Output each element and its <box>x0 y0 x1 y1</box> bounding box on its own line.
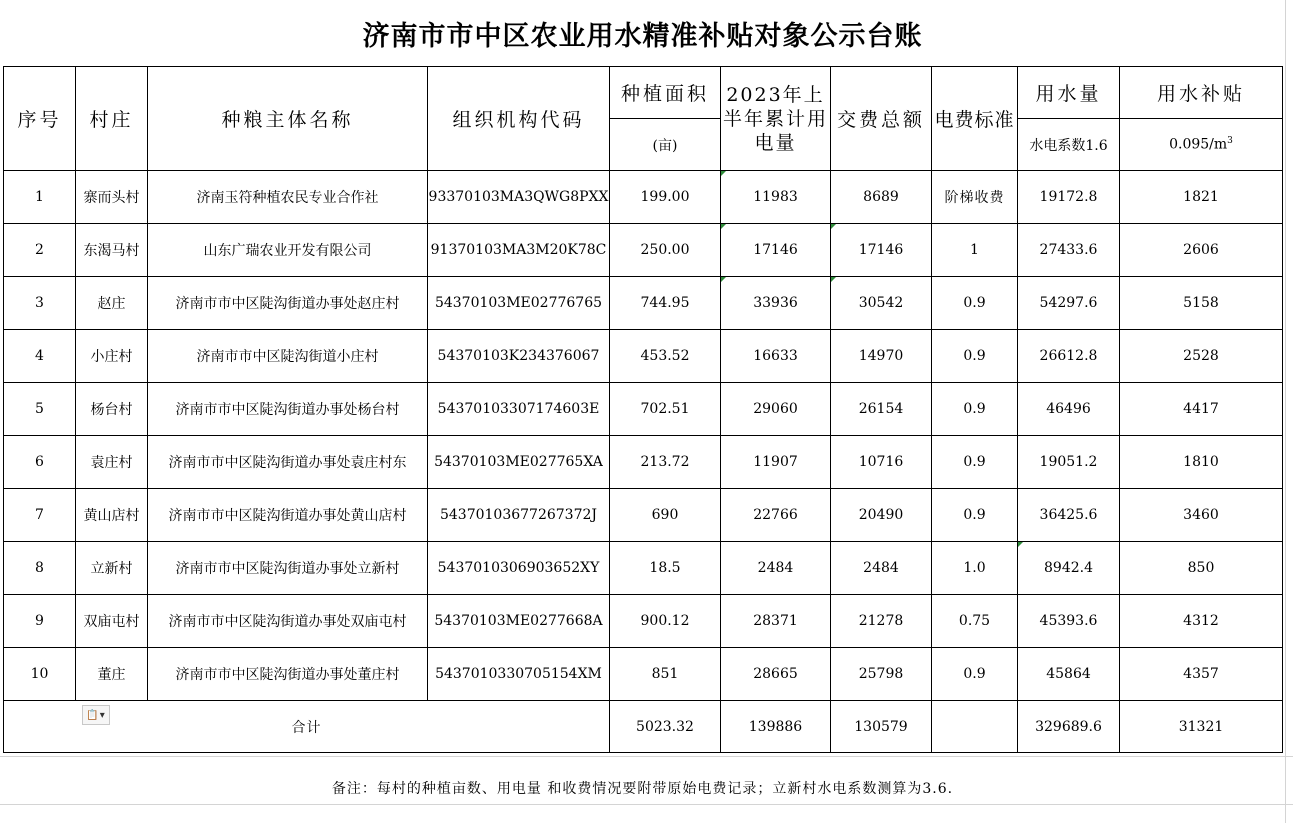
cell-fee-total[interactable] <box>831 542 932 595</box>
header-subsidy-rate[interactable] <box>1120 119 1283 171</box>
header-power[interactable]: 2023年上半年累计用电量 <box>721 67 831 171</box>
subsidy-rate-sup: 3 <box>1227 136 1233 147</box>
cell-fee-total-text: 21278 <box>858 613 904 629</box>
table-row <box>4 542 1283 595</box>
total-area[interactable]: 5023.32 <box>610 701 721 753</box>
cell-fee-std[interactable] <box>932 595 1018 648</box>
cell-water-text: 19051.2 <box>1039 454 1098 470</box>
cell-area-text: 900.12 <box>640 613 690 629</box>
cell-fee-total[interactable] <box>831 489 932 542</box>
cell-org-code-text: 54370103ME027765XA <box>434 454 603 470</box>
cell-fee-total[interactable] <box>831 383 932 436</box>
table-row <box>4 171 1283 224</box>
cell-subsidy[interactable] <box>1120 224 1283 277</box>
cell-area-text: 199.00 <box>640 189 690 205</box>
cell-fee-std[interactable] <box>932 436 1018 489</box>
cell-fee-std-text: 1 <box>970 242 979 258</box>
cell-water-text: 27433.6 <box>1039 242 1098 258</box>
header-area-unit[interactable]: (亩) <box>610 119 721 171</box>
cell-entity-text: 济南市市中区陡沟街道办事处赵庄村 <box>175 296 400 312</box>
total-label: 合计 <box>291 719 322 736</box>
header-seq[interactable]: 序号 <box>4 67 76 171</box>
cell-water[interactable] <box>1018 595 1120 648</box>
cell-seq[interactable] <box>4 542 76 595</box>
cell-power[interactable] <box>721 436 831 489</box>
cell-org-code-text: 5437010330705154XM <box>435 666 602 682</box>
cell-fee-std-text: 0.9 <box>963 401 986 417</box>
cell-power-text: 28371 <box>753 613 798 629</box>
cell-seq[interactable] <box>4 648 76 701</box>
cell-area[interactable] <box>610 330 721 383</box>
cell-subsidy-text: 5158 <box>1183 295 1219 311</box>
comment-marker-icon <box>721 277 726 282</box>
cell-seq-text: 7 <box>35 507 44 523</box>
cell-seq[interactable] <box>4 277 76 330</box>
cell-org-code[interactable] <box>428 489 610 542</box>
cell-org-code[interactable] <box>428 330 610 383</box>
cell-subsidy-text: 1821 <box>1183 189 1219 205</box>
cell-water-text: 8942.4 <box>1044 560 1093 576</box>
cell-fee-total-text: 25798 <box>858 666 904 682</box>
cell-area[interactable] <box>610 224 721 277</box>
header-water[interactable]: 用水量 <box>1018 67 1120 119</box>
header-water-coef[interactable]: 水电系数1.6 <box>1018 119 1120 171</box>
cell-power-text: 11907 <box>753 454 798 470</box>
cell-area[interactable] <box>610 648 721 701</box>
cell-fee-total-text: 2484 <box>863 560 899 576</box>
cell-fee-total-text: 14970 <box>858 348 904 364</box>
cell-seq[interactable] <box>4 224 76 277</box>
table-row <box>4 224 1283 277</box>
cell-area[interactable] <box>610 489 721 542</box>
cell-power[interactable] <box>721 595 831 648</box>
comment-marker-icon <box>831 277 836 282</box>
cell-subsidy[interactable] <box>1120 648 1283 701</box>
cell-power-text: 2484 <box>757 560 794 576</box>
cell-subsidy-text: 3460 <box>1183 507 1219 523</box>
cell-fee-total-text: 10716 <box>858 454 904 470</box>
cell-seq[interactable] <box>4 171 76 224</box>
cell-village[interactable] <box>76 330 148 383</box>
cell-fee-total-text: 8689 <box>863 189 899 205</box>
cell-village-text: 袁庄村 <box>90 455 133 471</box>
cell-seq[interactable] <box>4 330 76 383</box>
cell-org-code[interactable] <box>428 171 610 224</box>
cell-water[interactable] <box>1018 436 1120 489</box>
cell-power-text: 17146 <box>753 242 798 258</box>
cell-water[interactable] <box>1018 171 1120 224</box>
cell-seq-text: 8 <box>35 560 44 576</box>
cell-fee-std[interactable] <box>932 330 1018 383</box>
cell-fee-std-text: 0.9 <box>963 454 986 470</box>
cell-seq-text: 2 <box>35 242 44 258</box>
cell-entity-text: 济南市市中区陡沟街道办事处袁庄村东 <box>168 455 407 471</box>
cell-power-text: 11983 <box>753 189 798 205</box>
total-label-cell[interactable] <box>4 701 610 753</box>
cell-subsidy[interactable] <box>1120 489 1283 542</box>
cell-water[interactable] <box>1018 224 1120 277</box>
table-row <box>4 489 1283 542</box>
cell-fee-std[interactable] <box>932 224 1018 277</box>
cell-subsidy-text: 2528 <box>1183 348 1219 364</box>
total-power[interactable]: 139886 <box>721 701 831 753</box>
cell-power-text: 16633 <box>753 348 798 364</box>
cell-village-text: 杨台村 <box>90 402 133 418</box>
cell-subsidy-text: 850 <box>1187 560 1215 576</box>
cell-subsidy-text: 4417 <box>1183 401 1219 417</box>
page-title: 济南市市中区农业用水精准补贴对象公示台账 <box>0 0 1285 66</box>
cell-water-text: 46496 <box>1046 401 1091 417</box>
cell-village-text: 立新村 <box>90 561 133 577</box>
cell-entity-text: 济南市市中区陡沟街道办事处立新村 <box>175 561 400 577</box>
cell-subsidy[interactable] <box>1120 383 1283 436</box>
table-row <box>4 595 1283 648</box>
cell-area-text: 250.00 <box>640 242 690 258</box>
cell-area[interactable] <box>610 542 721 595</box>
cell-power[interactable] <box>721 542 831 595</box>
cell-org-code[interactable] <box>428 436 610 489</box>
cell-org-code-text: 54370103ME02776765 <box>434 295 603 311</box>
subsidy-rate-text: 0.095/m <box>1169 136 1228 153</box>
table-row <box>4 436 1283 489</box>
cell-fee-total-text: 20490 <box>858 507 904 523</box>
cell-area-text: 702.51 <box>640 401 690 417</box>
cell-village[interactable] <box>76 383 148 436</box>
cell-village[interactable] <box>76 224 148 277</box>
cell-seq-text: 4 <box>35 348 44 364</box>
cell-water[interactable] <box>1018 542 1120 595</box>
cell-village-text: 双庙屯村 <box>83 614 140 630</box>
header-area[interactable]: 种植面积 <box>610 67 721 119</box>
cell-org-code-text: 54370103677267372J <box>439 507 598 523</box>
cell-village-text: 黄山店村 <box>83 508 140 524</box>
cell-power[interactable] <box>721 277 831 330</box>
cell-water[interactable] <box>1018 489 1120 542</box>
header-fee-std[interactable]: 电费标准 <box>932 67 1018 171</box>
cell-fee-total[interactable] <box>831 595 932 648</box>
comment-marker-icon <box>721 224 726 229</box>
cell-entity[interactable] <box>148 489 428 542</box>
cell-fee-std[interactable] <box>932 383 1018 436</box>
cell-village-text: 董庄 <box>97 667 126 683</box>
cell-entity[interactable] <box>148 330 428 383</box>
cell-village[interactable] <box>76 277 148 330</box>
cell-entity-text: 济南市市中区陡沟街道办事处双庙屯村 <box>168 614 407 630</box>
cell-subsidy-text: 4357 <box>1183 666 1219 682</box>
cell-org-code[interactable] <box>428 595 610 648</box>
cell-org-code-text: 91370103MA3M20K78C <box>430 242 607 258</box>
cell-water-text: 36425.6 <box>1039 507 1098 523</box>
cell-fee-total[interactable] <box>831 171 932 224</box>
cell-seq[interactable] <box>4 489 76 542</box>
cell-village-text: 寨而头村 <box>83 190 140 206</box>
cell-area-text: 213.72 <box>640 454 690 470</box>
cell-org-code-text: 54370103K234376067 <box>437 348 600 364</box>
cell-village-text: 东渴马村 <box>83 243 140 259</box>
cell-area[interactable] <box>610 277 721 330</box>
cell-org-code[interactable] <box>428 277 610 330</box>
table-row <box>4 330 1283 383</box>
cell-seq[interactable] <box>4 383 76 436</box>
total-std[interactable] <box>932 701 1018 753</box>
cell-water[interactable] <box>1018 383 1120 436</box>
cell-water[interactable] <box>1018 330 1120 383</box>
cell-area-text: 744.95 <box>640 295 690 311</box>
header-village[interactable]: 村庄 <box>76 67 148 171</box>
cell-area-text: 18.5 <box>649 560 681 576</box>
header-org-code[interactable]: 组织机构代码 <box>428 67 610 171</box>
cell-seq-text: 10 <box>30 666 49 682</box>
header-subsidy[interactable]: 用水补贴 <box>1120 67 1283 119</box>
cell-power-text: 28665 <box>753 666 798 682</box>
cell-org-code-text: 5437010306903652XY <box>437 560 600 576</box>
cell-entity[interactable] <box>148 277 428 330</box>
cell-entity[interactable] <box>148 436 428 489</box>
cell-org-code[interactable] <box>428 648 610 701</box>
cell-power[interactable] <box>721 224 831 277</box>
clipboard-paste-icon[interactable]: 📋▾ <box>82 705 110 725</box>
cell-fee-std-text: 0.9 <box>963 507 986 523</box>
header-row <box>4 67 1283 119</box>
cell-fee-std-text: 0.9 <box>963 348 986 364</box>
cell-entity-text: 济南玉符种植农民专业合作社 <box>196 190 379 206</box>
cell-fee-total[interactable] <box>831 436 932 489</box>
cell-area[interactable] <box>610 436 721 489</box>
cell-org-code[interactable] <box>428 542 610 595</box>
cell-org-code[interactable] <box>428 224 610 277</box>
cell-subsidy[interactable] <box>1120 595 1283 648</box>
cell-area[interactable] <box>610 595 721 648</box>
cell-fee-std-text: 1.0 <box>963 560 986 576</box>
cell-entity-text: 济南市市中区陡沟街道办事处董庄村 <box>175 667 400 683</box>
cell-fee-total[interactable] <box>831 648 932 701</box>
cell-fee-std[interactable] <box>932 648 1018 701</box>
cell-seq-text: 5 <box>35 401 44 417</box>
cell-power[interactable] <box>721 489 831 542</box>
cell-power-text: 22766 <box>753 507 798 523</box>
cell-water-text: 19172.8 <box>1039 189 1098 205</box>
cell-seq-text: 1 <box>35 189 44 205</box>
table-row <box>4 277 1283 330</box>
cell-subsidy[interactable] <box>1120 171 1283 224</box>
comment-marker-icon <box>1018 542 1023 547</box>
footnote: 备注：每村的种植亩数、用电量 和收费情况要附带原始电费记录；立新村水电系数测算为3.6. <box>331 781 954 797</box>
cell-entity[interactable] <box>148 383 428 436</box>
cell-entity-text: 山东广瑞农业开发有限公司 <box>203 243 372 259</box>
cell-entity-text: 济南市市中区陡沟街道小庄村 <box>196 349 379 365</box>
cell-area-text: 851 <box>651 666 679 682</box>
comment-marker-icon <box>721 171 726 176</box>
cell-village[interactable] <box>76 595 148 648</box>
cell-fee-total[interactable] <box>831 330 932 383</box>
cell-power[interactable] <box>721 171 831 224</box>
cell-water-text: 26612.8 <box>1039 348 1098 364</box>
cell-subsidy-text: 2606 <box>1183 242 1219 258</box>
cell-subsidy[interactable] <box>1120 277 1283 330</box>
cell-subsidy[interactable] <box>1120 330 1283 383</box>
cell-org-code-text: 54370103307174603E <box>437 401 600 417</box>
cell-fee-std[interactable] <box>932 489 1018 542</box>
cell-subsidy[interactable] <box>1120 542 1283 595</box>
data-rows <box>4 171 1283 701</box>
cell-seq[interactable] <box>4 595 76 648</box>
cell-area[interactable] <box>610 171 721 224</box>
cell-org-code[interactable] <box>428 383 610 436</box>
cell-power[interactable] <box>721 648 831 701</box>
cell-water[interactable] <box>1018 648 1120 701</box>
cell-org-code-text: 93370103MA3QWG8PXX <box>428 189 609 205</box>
table-row <box>4 648 1283 701</box>
cell-village[interactable] <box>76 436 148 489</box>
cell-village[interactable] <box>76 542 148 595</box>
cell-fee-std-text: 0.75 <box>958 613 991 629</box>
total-water[interactable]: 329689.6 <box>1018 701 1120 753</box>
header-entity[interactable]: 种粮主体名称 <box>148 67 428 171</box>
cell-fee-total-text: 17146 <box>858 242 904 258</box>
table-row <box>4 383 1283 436</box>
cell-fee-total-text: 30542 <box>858 295 904 311</box>
cell-subsidy[interactable] <box>1120 436 1283 489</box>
cell-fee-std-text: 0.9 <box>963 666 986 682</box>
cell-fee-std-text: 阶梯收费 <box>944 190 1005 206</box>
cell-power-text: 29060 <box>753 401 798 417</box>
cell-fee-total[interactable] <box>831 277 932 330</box>
cell-village-text: 小庄村 <box>90 349 133 365</box>
cell-seq-text: 6 <box>35 454 44 470</box>
cell-seq-text: 3 <box>35 295 44 311</box>
cell-entity[interactable] <box>148 224 428 277</box>
cell-village-text: 赵庄 <box>97 296 126 312</box>
cell-fee-std[interactable] <box>932 542 1018 595</box>
total-row <box>4 701 1283 753</box>
cell-subsidy-text: 1810 <box>1183 454 1219 470</box>
cell-village[interactable] <box>76 171 148 224</box>
cell-entity[interactable] <box>148 595 428 648</box>
cell-water-text: 45393.6 <box>1039 613 1098 629</box>
cell-power[interactable] <box>721 330 831 383</box>
total-fee[interactable]: 130579 <box>831 701 932 753</box>
cell-water[interactable] <box>1018 277 1120 330</box>
header-fee-total[interactable]: 交费总额 <box>831 67 932 171</box>
cell-village[interactable] <box>76 648 148 701</box>
cell-water-text: 54297.6 <box>1039 295 1098 311</box>
cell-area-text: 453.52 <box>640 348 690 364</box>
cell-fee-total[interactable] <box>831 224 932 277</box>
cell-power-text: 33936 <box>753 295 798 311</box>
comment-marker-icon <box>831 224 836 229</box>
cell-fee-std[interactable] <box>932 171 1018 224</box>
cell-fee-total-text: 26154 <box>858 401 904 417</box>
cell-entity[interactable] <box>148 171 428 224</box>
cell-seq[interactable] <box>4 436 76 489</box>
cell-entity-text: 济南市市中区陡沟街道办事处杨台村 <box>175 402 400 418</box>
cell-entity-text: 济南市市中区陡沟街道办事处黄山店村 <box>168 508 407 524</box>
cell-entity[interactable] <box>148 648 428 701</box>
cell-fee-std-text: 0.9 <box>963 295 986 311</box>
cell-fee-std[interactable] <box>932 277 1018 330</box>
total-subsidy[interactable]: 31321 <box>1120 701 1283 753</box>
cell-subsidy-text: 4312 <box>1183 613 1219 629</box>
cell-power[interactable] <box>721 383 831 436</box>
subsidy-ledger-table <box>3 66 1283 753</box>
cell-seq-text: 9 <box>35 613 44 629</box>
cell-village[interactable] <box>76 489 148 542</box>
cell-entity[interactable] <box>148 542 428 595</box>
cell-org-code-text: 54370103ME0277668A <box>434 613 603 629</box>
cell-area-text: 690 <box>651 507 679 523</box>
cell-water-text: 45864 <box>1046 666 1091 682</box>
cell-area[interactable] <box>610 383 721 436</box>
